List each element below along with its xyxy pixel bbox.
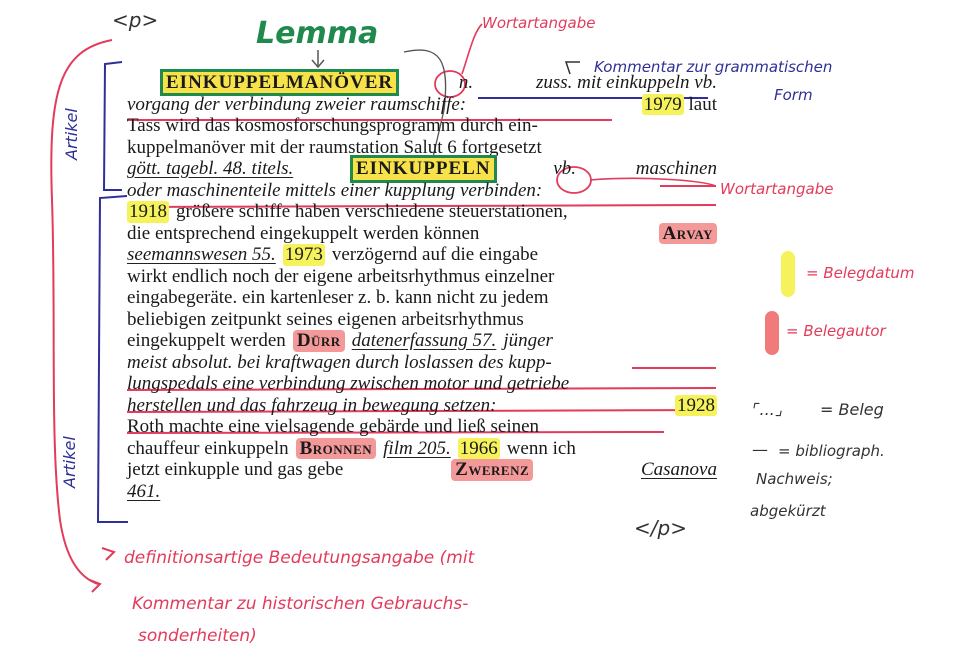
definition-3c: lungspedals eine verbindung zwischen motor und getriebe bbox=[127, 373, 570, 394]
entry-line-3 bbox=[127, 115, 717, 137]
entry-line-18 bbox=[127, 438, 717, 460]
artikel-label-1: Artikel bbox=[62, 108, 81, 160]
definition-2a: maschinen bbox=[635, 158, 717, 179]
date-4: 1928 bbox=[677, 394, 715, 416]
wortart-label-2: Wortartangabe bbox=[720, 180, 834, 198]
quote-3b: wirkt endlich noch der eigene arbeitsrhythmus einzelner bbox=[127, 265, 555, 287]
date-2: 1918 bbox=[129, 201, 167, 222]
dictionary-entry bbox=[127, 72, 717, 502]
wortart-label-1: Wortartangabe bbox=[482, 14, 596, 32]
legend-biblio-2: Nachweis; bbox=[756, 470, 833, 488]
quote-3a: verzögernd auf die eingabe bbox=[331, 244, 539, 265]
pos-2: vb. bbox=[553, 158, 576, 179]
article-bracket-2 bbox=[98, 196, 128, 522]
article-bracket-1 bbox=[104, 62, 122, 190]
lemma-label: Lemma bbox=[256, 16, 379, 51]
entry-line-6 bbox=[127, 180, 717, 202]
author-2: Arvay bbox=[659, 223, 717, 245]
entry-line-15 bbox=[127, 373, 717, 395]
quote-1a: Tass wird das kosmosforschungsprogramm durch ein- bbox=[127, 115, 538, 136]
p-close-tag: </p> bbox=[634, 516, 687, 540]
entry-line-12 bbox=[127, 309, 717, 331]
quote-4b: chauffeur einkuppeln bbox=[127, 437, 289, 459]
entry-line-2 bbox=[127, 94, 717, 116]
quote-3c: eingabegeräte. ein kartenleser z. b. kann nicht zu jedem bbox=[127, 287, 549, 308]
definition-3a: jünger bbox=[503, 330, 553, 351]
quote-3d: beliebigen zeitpunkt seines eigenen arbeitsrhythmus bbox=[127, 308, 524, 330]
entry-line-20 bbox=[127, 481, 717, 503]
legend-biblio-1: = bibliograph. bbox=[778, 442, 885, 460]
artikel-label-2: Artikel bbox=[60, 436, 79, 488]
entry-line-16 bbox=[127, 395, 717, 417]
definition-3b: meist absolut. bei kraftwagen durch loslassen des kupp- bbox=[127, 351, 552, 373]
quote-1b: kuppelmanöver mit der raumstation Salut 6 fortgesetzt bbox=[127, 136, 542, 158]
grammar-comment-label-1: Kommentar zur grammatischen bbox=[594, 58, 833, 76]
entry-line-4 bbox=[127, 137, 717, 159]
lemma-2: EINKUPPELN bbox=[353, 158, 494, 180]
definition-2b: oder maschinenteile mittels einer kupplung verbinden: bbox=[127, 179, 543, 201]
entry-line-13 bbox=[127, 330, 717, 352]
entry-line-19 bbox=[127, 459, 717, 481]
grammar-comment-label-2: Form bbox=[774, 86, 813, 104]
author-4: Bronnen bbox=[296, 438, 377, 460]
lemma-1: EINKUPPELMANÖVER bbox=[163, 72, 396, 93]
quote-3e: eingekuppelt werden bbox=[127, 330, 286, 351]
definition-label-2: Kommentar zu historischen Gebrauchs- bbox=[132, 594, 469, 614]
legend-biblio-3: abgekürzt bbox=[750, 502, 826, 520]
entry-line-11 bbox=[127, 287, 717, 309]
source-5a: Casanova bbox=[640, 459, 717, 480]
definition-1: vorgang der verbindung zweier raumschiffe: bbox=[127, 93, 467, 115]
entry-line-8 bbox=[127, 223, 717, 245]
source-3: datenerfassung 57. bbox=[351, 330, 497, 351]
legend-biblio-dash: — bbox=[752, 440, 768, 459]
definition-label-3: sonderheiten) bbox=[138, 626, 257, 646]
quote-5a: wenn ich bbox=[506, 437, 576, 459]
scope-bracket bbox=[51, 40, 112, 584]
arrow-definition-1 bbox=[102, 548, 114, 560]
author-3: Dürr bbox=[293, 330, 345, 352]
definition-3d: herstellen und das fahrzeug in bewegung setzen: bbox=[127, 394, 497, 416]
legend-beleg: = Beleg bbox=[820, 400, 884, 419]
laut-word: laut bbox=[688, 93, 717, 115]
quote-5b: jetzt einkupple und gas gebe bbox=[127, 459, 344, 480]
grammar-comment: zuss. mit einkuppeln vb. bbox=[535, 72, 717, 93]
pos-1: n. bbox=[458, 72, 474, 93]
source-5b: 461. bbox=[127, 480, 161, 502]
definition-label-1: definitionsartige Bedeutungsangabe (mit bbox=[124, 548, 475, 568]
entry-line-7 bbox=[127, 201, 717, 223]
entry-line-14 bbox=[127, 352, 717, 374]
entry-line-10 bbox=[127, 266, 717, 288]
legend-belegdatum: = Belegdatum bbox=[806, 264, 915, 282]
date-3: 1973 bbox=[284, 244, 323, 265]
source-2: seemannswesen 55. bbox=[127, 244, 276, 265]
pos-pointer-1 bbox=[462, 24, 482, 74]
quote-2a: größere schiffe haben verschiedene steuerstationen, bbox=[176, 201, 568, 222]
entry-line-9 bbox=[127, 244, 717, 266]
entry-line-17 bbox=[127, 416, 717, 438]
author-5: Zwerenz bbox=[451, 459, 533, 481]
quote-4a: Roth machte eine vielsagende gebärde und ließ seinen bbox=[127, 416, 540, 437]
legend-beleg-glyph: ⌜...⌟ bbox=[752, 400, 783, 419]
p-open-tag: <p> bbox=[112, 8, 159, 32]
source-4: film 205. bbox=[383, 437, 451, 459]
date-5: 1966 bbox=[459, 437, 498, 459]
source-1: gött. tagebl. 48. titels. bbox=[127, 158, 294, 179]
entry-line-5 bbox=[127, 158, 717, 180]
date-1: 1979 bbox=[643, 93, 682, 115]
quote-2b: die entsprechend eingekuppelt werden können bbox=[127, 222, 480, 244]
legend-belegautor: = Belegautor bbox=[786, 322, 886, 340]
